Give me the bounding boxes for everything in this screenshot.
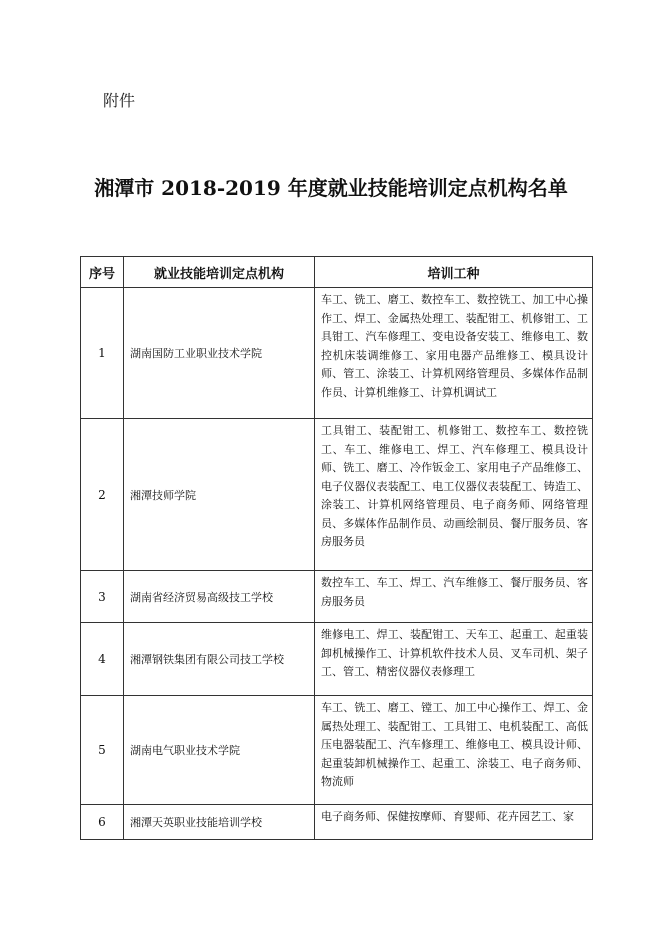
row-serial-number: 3: [81, 571, 124, 623]
row-training-trades: 工具钳工、装配钳工、机修钳工、数控车工、数控铣工、车工、维修电工、焊工、汽车修理工、模具设计师、铣工、磨工、冷作钣金工、家用电子产品维修工、电子仪器仪表装配工、电工仪器仪表装配工、铸造工、涂装工、计算机网络管理员、电子商务师、网络管理员、多媒体作品制作员、动画绘制员、餐厅服务员、客房服务员: [315, 419, 593, 571]
row-institution-name: 湖南国防工业职业技术学院: [124, 288, 315, 419]
table-row: [81, 571, 593, 623]
table-row: [81, 419, 593, 571]
row-serial-number: 2: [81, 419, 124, 571]
table-row: [81, 288, 593, 419]
table-row: [81, 805, 593, 840]
row-serial-number: 1: [81, 288, 124, 419]
row-serial-number: 4: [81, 623, 124, 696]
table-header-row: [81, 257, 593, 288]
document-title: 湘潭市 2018-2019 年度就业技能培训定点机构名单: [94, 176, 568, 200]
header-training-trades: 培训工种: [315, 257, 593, 288]
row-training-trades: 数控车工、车工、焊工、汽车维修工、餐厅服务员、客房服务员: [315, 571, 593, 623]
header-serial-number: 序号: [81, 257, 124, 288]
row-institution-name: 湘潭天英职业技能培训学校: [124, 805, 315, 840]
row-institution-name: 湘潭技师学院: [124, 419, 315, 571]
row-institution-name: 湖南省经济贸易高级技工学校: [124, 571, 315, 623]
institution-table: [80, 256, 593, 840]
attachment-label: 附件: [103, 91, 136, 110]
header-institution: 就业技能培训定点机构: [124, 257, 315, 288]
row-serial-number: 6: [81, 805, 124, 840]
table-row: [81, 623, 593, 696]
row-training-trades: 维修电工、焊工、装配钳工、天车工、起重工、起重装卸机械操作工、计算机软件技术人员、叉车司机、架子工、管工、精密仪器仪表修理工: [315, 623, 593, 696]
row-training-trades: 电子商务师、保健按摩师、育婴师、花卉园艺工、家: [315, 805, 593, 840]
row-institution-name: 湖南电气职业技术学院: [124, 696, 315, 805]
table-row: [81, 696, 593, 805]
row-institution-name: 湘潭钢铁集团有限公司技工学校: [124, 623, 315, 696]
row-training-trades: 车工、铣工、磨工、数控车工、数控铣工、加工中心操作工、焊工、金属热处理工、装配钳工、机修钳工、工具钳工、汽车修理工、变电设备安装工、维修电工、数控机床装调维修工、家用电器产品维修工、模具设计师、管工、涂装工、计算机网络管理员、多媒体作品制作员、计算机维修工、计算机调试工: [315, 288, 593, 419]
row-serial-number: 5: [81, 696, 124, 805]
row-training-trades: 车工、铣工、磨工、镗工、加工中心操作工、焊工、金属热处理工、装配钳工、工具钳工、电机装配工、高低压电器装配工、汽车修理工、维修电工、模具设计师、起重装卸机械操作工、起重工、涂装工、电子商务师、物流师: [315, 696, 593, 805]
